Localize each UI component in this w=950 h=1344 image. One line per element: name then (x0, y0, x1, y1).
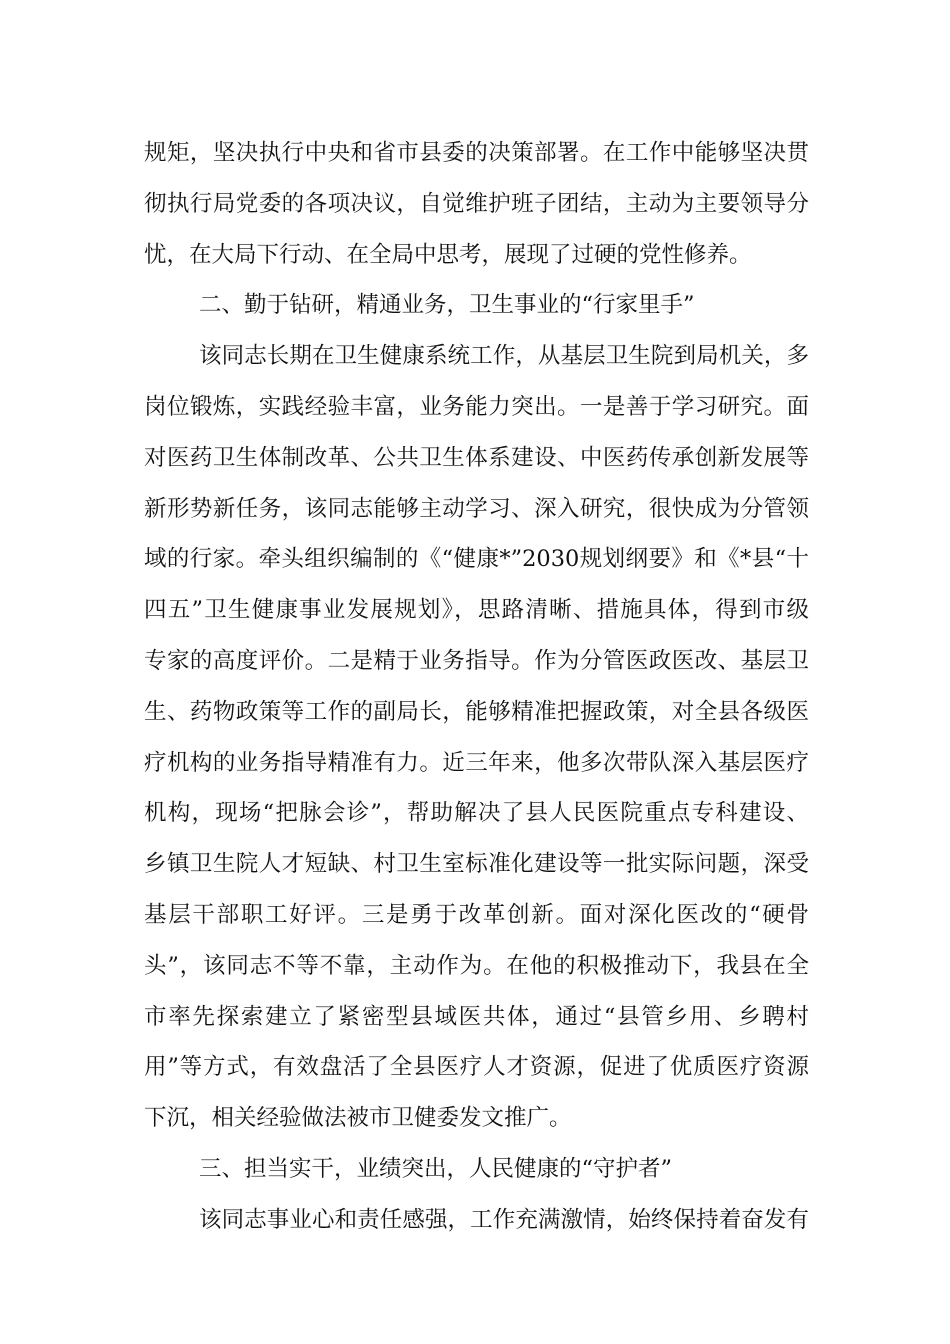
body-line: 用”等方式，有效盘活了全县医疗人才资源，促进了优质医疗资源 (144, 1054, 809, 1081)
body-line: 彻执行局党委的各项决议，自觉维护班子团结，主动为主要领导分 (144, 190, 809, 217)
body-line: 下沉，相关经验做法被市卫健委发文推广。 (144, 1105, 572, 1132)
body-line: 该同志事业心和责任感强，工作充满激情，始终保持着奋发有 (199, 1206, 809, 1233)
document-page (144, 128, 809, 1246)
body-line: 规矩，坚决执行中央和省市县委的决策部署。在工作中能够坚决贯 (144, 140, 809, 166)
section-heading: 二、勤于钻研，精通业务，卫生事业的“行家里手” (199, 292, 695, 319)
body-line: 新形势新任务，该同志能够主动学习、深入研究，很快成为分管领 (144, 495, 809, 522)
body-line: 四五”卫生健康事业发展规划》，思路清晰、措施具体，得到市级 (144, 597, 809, 624)
body-line: 市率先探索建立了紧密型县域医共体，通过“县管乡用、乡聘村 (144, 1003, 809, 1030)
body-line: 头”，该同志不等不靠，主动作为。在他的积极推动下，我县在全 (144, 952, 809, 979)
body-line: 岗位锻炼，实践经验丰富，业务能力突出。一是善于学习研究。面 (144, 393, 809, 420)
body-line: 生、药物政策等工作的副局长，能够精准把握政策，对全县各级医 (144, 698, 809, 725)
body-line: 机构，现场“把脉会诊”，帮助解决了县人民医院重点专科建设、 (144, 800, 809, 827)
body-line: 忧，在大局下行动、在全局中思考，展现了过硬的党性修养。 (144, 241, 752, 268)
body-line: 疗机构的业务指导精准有力。近三年来，他多次带队深入基层医疗 (144, 749, 809, 776)
body-line: 域的行家。牵头组织编制的《“健康*”2030规划纲要》和《*县“十 (144, 546, 809, 573)
body-line: 乡镇卫生院人才短缺、村卫生室标准化建设等一批实际问题，深受 (144, 851, 809, 878)
body-line: 该同志长期在卫生健康系统工作，从基层卫生院到局机关，多 (199, 343, 809, 370)
body-line: 基层干部职工好评。三是勇于改革创新。面对深化医改的“硬骨 (144, 901, 809, 928)
section-heading: 三、担当实干，业绩突出，人民健康的“守护者” (199, 1155, 673, 1182)
body-line: 对医药卫生体制改革、公共卫生体系建设、中医药传承创新发展等 (144, 444, 809, 471)
body-line: 专家的高度评价。二是精于业务指导。作为分管医政医改、基层卫 (144, 647, 809, 674)
